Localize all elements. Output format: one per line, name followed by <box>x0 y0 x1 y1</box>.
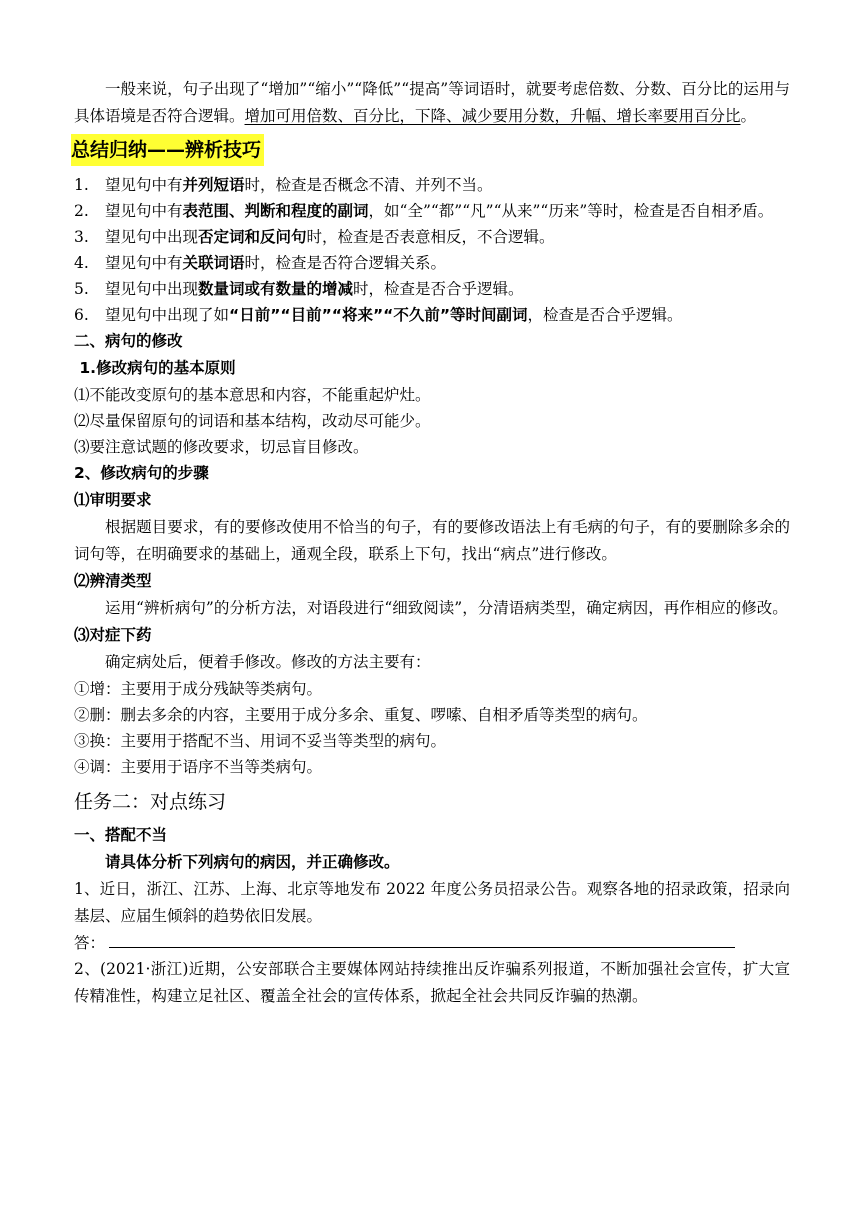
step-heading: ⑶对症下药 <box>74 626 152 644</box>
list-item <box>74 198 790 224</box>
list-bold-text: 否定词和反问句 <box>198 228 307 246</box>
summary-heading <box>71 134 790 166</box>
step-heading: ⑴审明要求 <box>74 491 152 509</box>
intro-end: 。 <box>740 107 757 125</box>
method-item: ②删：删去多余的内容，主要用于成分多余、重复、啰嗦、自相矛盾等类型的病句。 <box>74 706 648 724</box>
method-item: ①增：主要用于成分残缺等类病句。 <box>74 680 323 698</box>
exercise-question: 1、近日，浙江、江苏、上海、北京等地发布 2022 年度公务员招录公告。观察各地的招录政策，招录向基层、应届生倾斜的趋势依旧发展。 <box>74 880 790 925</box>
list-item <box>74 276 790 302</box>
list-text: 时，检查是否符合逻辑关系。 <box>244 254 447 272</box>
step-heading: ⑵辨清类型 <box>74 572 152 590</box>
list-text: 望见句中有 <box>105 202 183 220</box>
list-item <box>74 250 790 276</box>
list-text: 望见句中有 <box>105 254 183 272</box>
exercise-section-heading: 一、搭配不当 <box>74 826 168 844</box>
section-heading: 二、病句的修改 <box>74 332 183 350</box>
document-page <box>71 76 790 1010</box>
list-number: 4. <box>74 254 89 272</box>
step-paragraph: 确定病处后，便着手修改。修改的方法主要有： <box>105 653 431 671</box>
list-number: 1. <box>74 176 89 194</box>
step-paragraph: 运用“辨析病句”的分析方法，对语段进行“细致阅读”，分清语病类型，确定病因，再作相应的修改。 <box>105 599 788 617</box>
list-number: 3. <box>74 228 89 246</box>
list-number: 6. <box>74 306 89 324</box>
list-text: ，如“全”“都”“凡”“从来”“历来”等时，检查是否自相矛盾。 <box>368 202 774 220</box>
list-text: ，检查是否合乎逻辑。 <box>527 306 683 324</box>
task-heading: 任务二：对点练习 <box>74 791 227 813</box>
list-item <box>74 224 790 250</box>
subsection-heading: 1.修改病句的基本原则 <box>74 359 236 377</box>
list-text: 望见句中出现 <box>105 228 199 246</box>
list-bold-text: 数量词或有数量的增减 <box>198 280 354 298</box>
principle-item: ⑵尽量保留原句的词语和基本结构，改动尽可能少。 <box>74 412 431 430</box>
method-item: ④调：主要用于语序不当等类病句。 <box>74 758 323 776</box>
exercise-instruction: 请具体分析下列病句的病因，并正确修改。 <box>105 853 400 871</box>
list-bold-text: 并列短语 <box>182 176 245 194</box>
list-number: 2. <box>74 202 89 220</box>
tips-list <box>74 172 790 328</box>
list-number: 5. <box>74 280 89 298</box>
list-bold-text: “日前”“目前”“将来”“不久前”等时间副词 <box>229 306 528 324</box>
answer-blank-line[interactable] <box>109 933 735 948</box>
intro-paragraph <box>74 76 790 130</box>
intro-underlined-text: 增加可用倍数、百分比，下降、减少要用分数，升幅、增长率要用百分比 <box>244 107 741 125</box>
step-paragraph: 根据题目要求，有的要修改使用不恰当的句子，有的要修改语法上有毛病的句子，有的要删除多余的词句等，在明确要求的基础上，通观全段，联系上下句，找出“病点”进行修改。 <box>74 518 790 563</box>
list-bold-text: 表范围、判断和程度的副词 <box>182 202 369 220</box>
list-item <box>74 302 790 328</box>
list-text: 望见句中出现了如 <box>105 306 230 324</box>
exercise-question: 2、(2021·浙江)近期，公安部联合主要媒体网站持续推出反诈骗系列报道，不断加强社会宣传，扩大宣传精准性，构建立足社区、覆盖全社会的宣传体系，掀起全社会共同反诈骗的热潮。 <box>74 960 790 1005</box>
list-item <box>74 172 790 198</box>
answer-label: 答： <box>74 934 106 952</box>
list-text: 时，检查是否概念不清、并列不当。 <box>244 176 493 194</box>
answer-row <box>74 930 790 956</box>
list-text: 望见句中有 <box>105 176 183 194</box>
list-bold-text: 关联词语 <box>182 254 245 272</box>
list-text: 望见句中出现 <box>105 280 199 298</box>
summary-title: 总结归纳——辨析技巧 <box>71 134 264 166</box>
principle-item: ⑴不能改变原句的基本意思和内容，不能重起炉灶。 <box>74 386 431 404</box>
method-item: ③换：主要用于搭配不当、用词不妥当等类型的病句。 <box>74 732 447 750</box>
principle-item: ⑶要注意试题的修改要求，切忌盲目修改。 <box>74 438 369 456</box>
list-text: 时，检查是否合乎逻辑。 <box>353 280 524 298</box>
intro-text: 一般来说，句子出现了“增加”“缩小”“降低”“提高”等词语时，就要考虑倍数、分数、百分比的运用与具体语境是否符合逻辑。 <box>74 80 790 125</box>
subsection-heading: 2、修改病句的步骤 <box>74 464 209 482</box>
list-text: 时，检查是否表意相反，不合逻辑。 <box>306 228 555 246</box>
